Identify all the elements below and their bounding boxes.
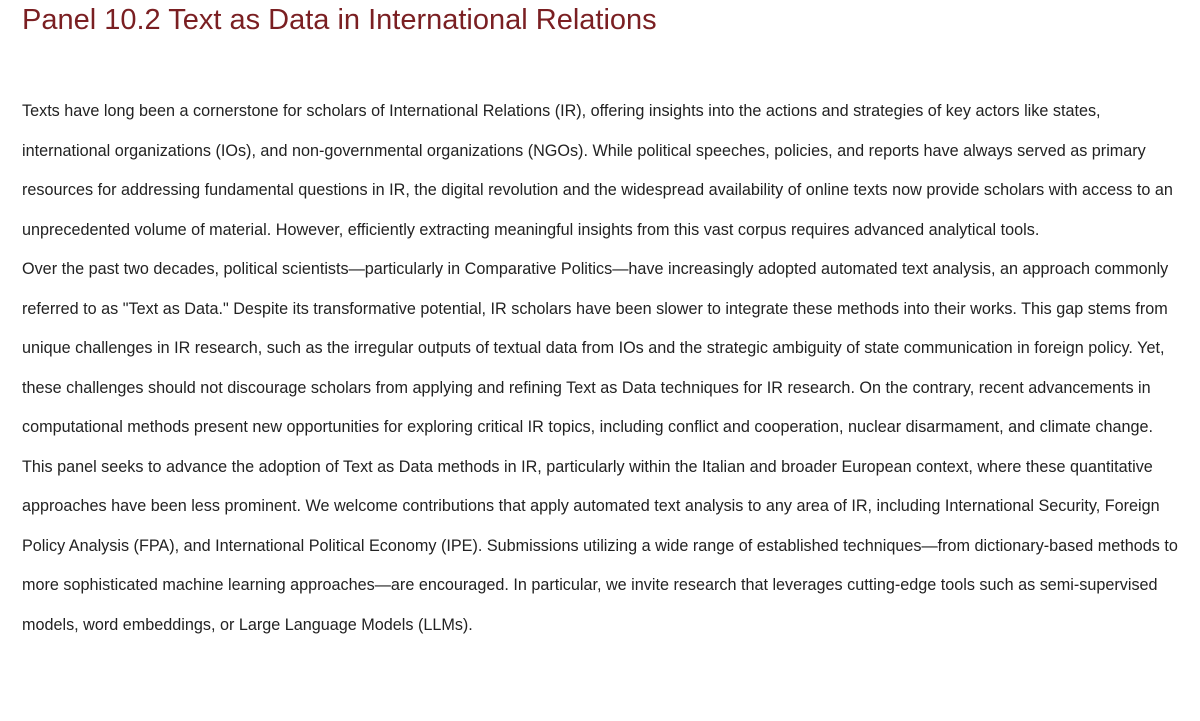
paragraph-call: This panel seeks to advance the adoption of Text as Data methods in IR, particularly within the Italian and broader European context, where these quantitative approaches have been less prominent. We welcome contributions that apply automated text analysis to any area of IR, including International Security, Foreign Policy Analysis (FPA), and International Political Economy (IPE). Submissions utilizing a wide range of established techniques—from dictionary-based methods to more sophisticated machine learning approaches—are encouraged. In particular, we invite research that leverages cutting-edge tools such as semi-supervised models, word embeddings, or Large Language Models (LLMs). — [22, 457, 1178, 634]
panel-description — [22, 92, 1192, 645]
panel-page — [22, 0, 1192, 645]
paragraph-context: Over the past two decades, political scientists—particularly in Comparative Politics—have increasingly adopted automated text analysis, an approach commonly referred to as "Text as Data." Despite its transformative potential, IR scholars have been slower to integrate these methods into their works. This gap stems from unique challenges in IR research, such as the irregular outputs of textual data from IOs and the strategic ambiguity of state communication in foreign policy. Yet, these challenges should not discourage scholars from applying and refining Text as Data techniques for IR research. On the contrary, recent advancements in computational methods present new opportunities for exploring critical IR topics, including conflict and cooperation, nuclear disarmament, and climate change. — [22, 260, 1169, 436]
page-title: Panel 10.2 Text as Data in International Relations — [22, 4, 657, 36]
paragraph-intro: Texts have long been a cornerstone for scholars of International Relations (IR), offering insights into the actions and strategies of key actors like states, international organizations (IOs), and non-governmental organizations (NGOs). While political speeches, policies, and reports have always served as primary resources for addressing fundamental questions in IR, the digital revolution and the widespread availability of online texts now provide scholars with access to an unprecedented volume of material. However, efficiently extracting meaningful insights from this vast corpus requires advanced analytical tools. — [22, 102, 1173, 239]
